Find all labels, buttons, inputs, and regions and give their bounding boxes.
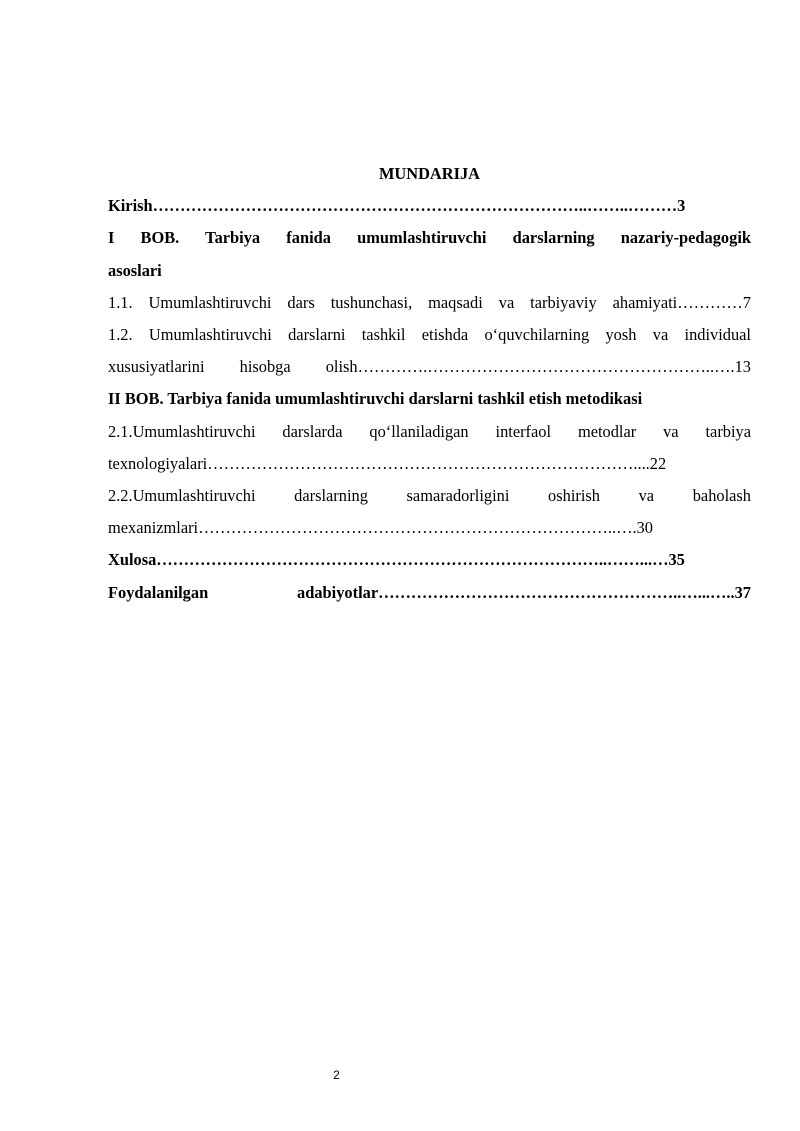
toc-entry-section-2-1-line-2: texnologiyalari……………………………………………………………………....22 [108,453,667,473]
toc-entry-introduction: Kirish……………………………………………………………………..……..………3 [108,196,686,216]
toc-title: MUNDARIJA [378,164,481,183]
toc-entry-section-2-2-line-2: mexanizmlari…………………………………………………………………..….30 [108,518,653,538]
page-number: 2 [333,1068,340,1082]
toc-entry-conclusion: Xulosa………………………………………………………………………..……...…35 [108,550,685,570]
toc-entry-references: Foydalanilgan adabiyotlar………………………………………………..…...…..37 [108,582,751,602]
toc-entry-section-1-2-line-2: xususiyatlarini hisobga olish………….……………………………………………..….13 [108,357,751,377]
toc-entry-chapter-1-line-2: asoslari [108,260,162,280]
toc-entry-chapter-2: II BOB. Tarbiya fanida umumlashtiruvchi darslarni tashkil etish metodikasi [108,389,643,409]
toc-entry-chapter-1-line-1: I BOB. Tarbiya fanida umumlashtiruvchi darslarning nazariy-pedagogik [108,228,751,248]
toc-entry-section-1-2-line-1: 1.2. Umumlashtiruvchi darslarni tashkil etishda o‘quvchilarning yosh va individual [108,325,751,345]
table-of-contents [108,158,751,609]
toc-entry-section-1-1: 1.1. Umumlashtiruvchi dars tushunchasi, maqsadi va tarbiyaviy ahamiyati…………7 [108,292,751,312]
toc-entry-section-2-1-line-1: 2.1.Umumlashtiruvchi darslarda qo‘llaniladigan interfaol metodlar va tarbiya [108,421,751,441]
toc-entry-section-2-2-line-1: 2.2.Umumlashtiruvchi darslarning samaradorligini oshirish va baholash [108,486,751,506]
